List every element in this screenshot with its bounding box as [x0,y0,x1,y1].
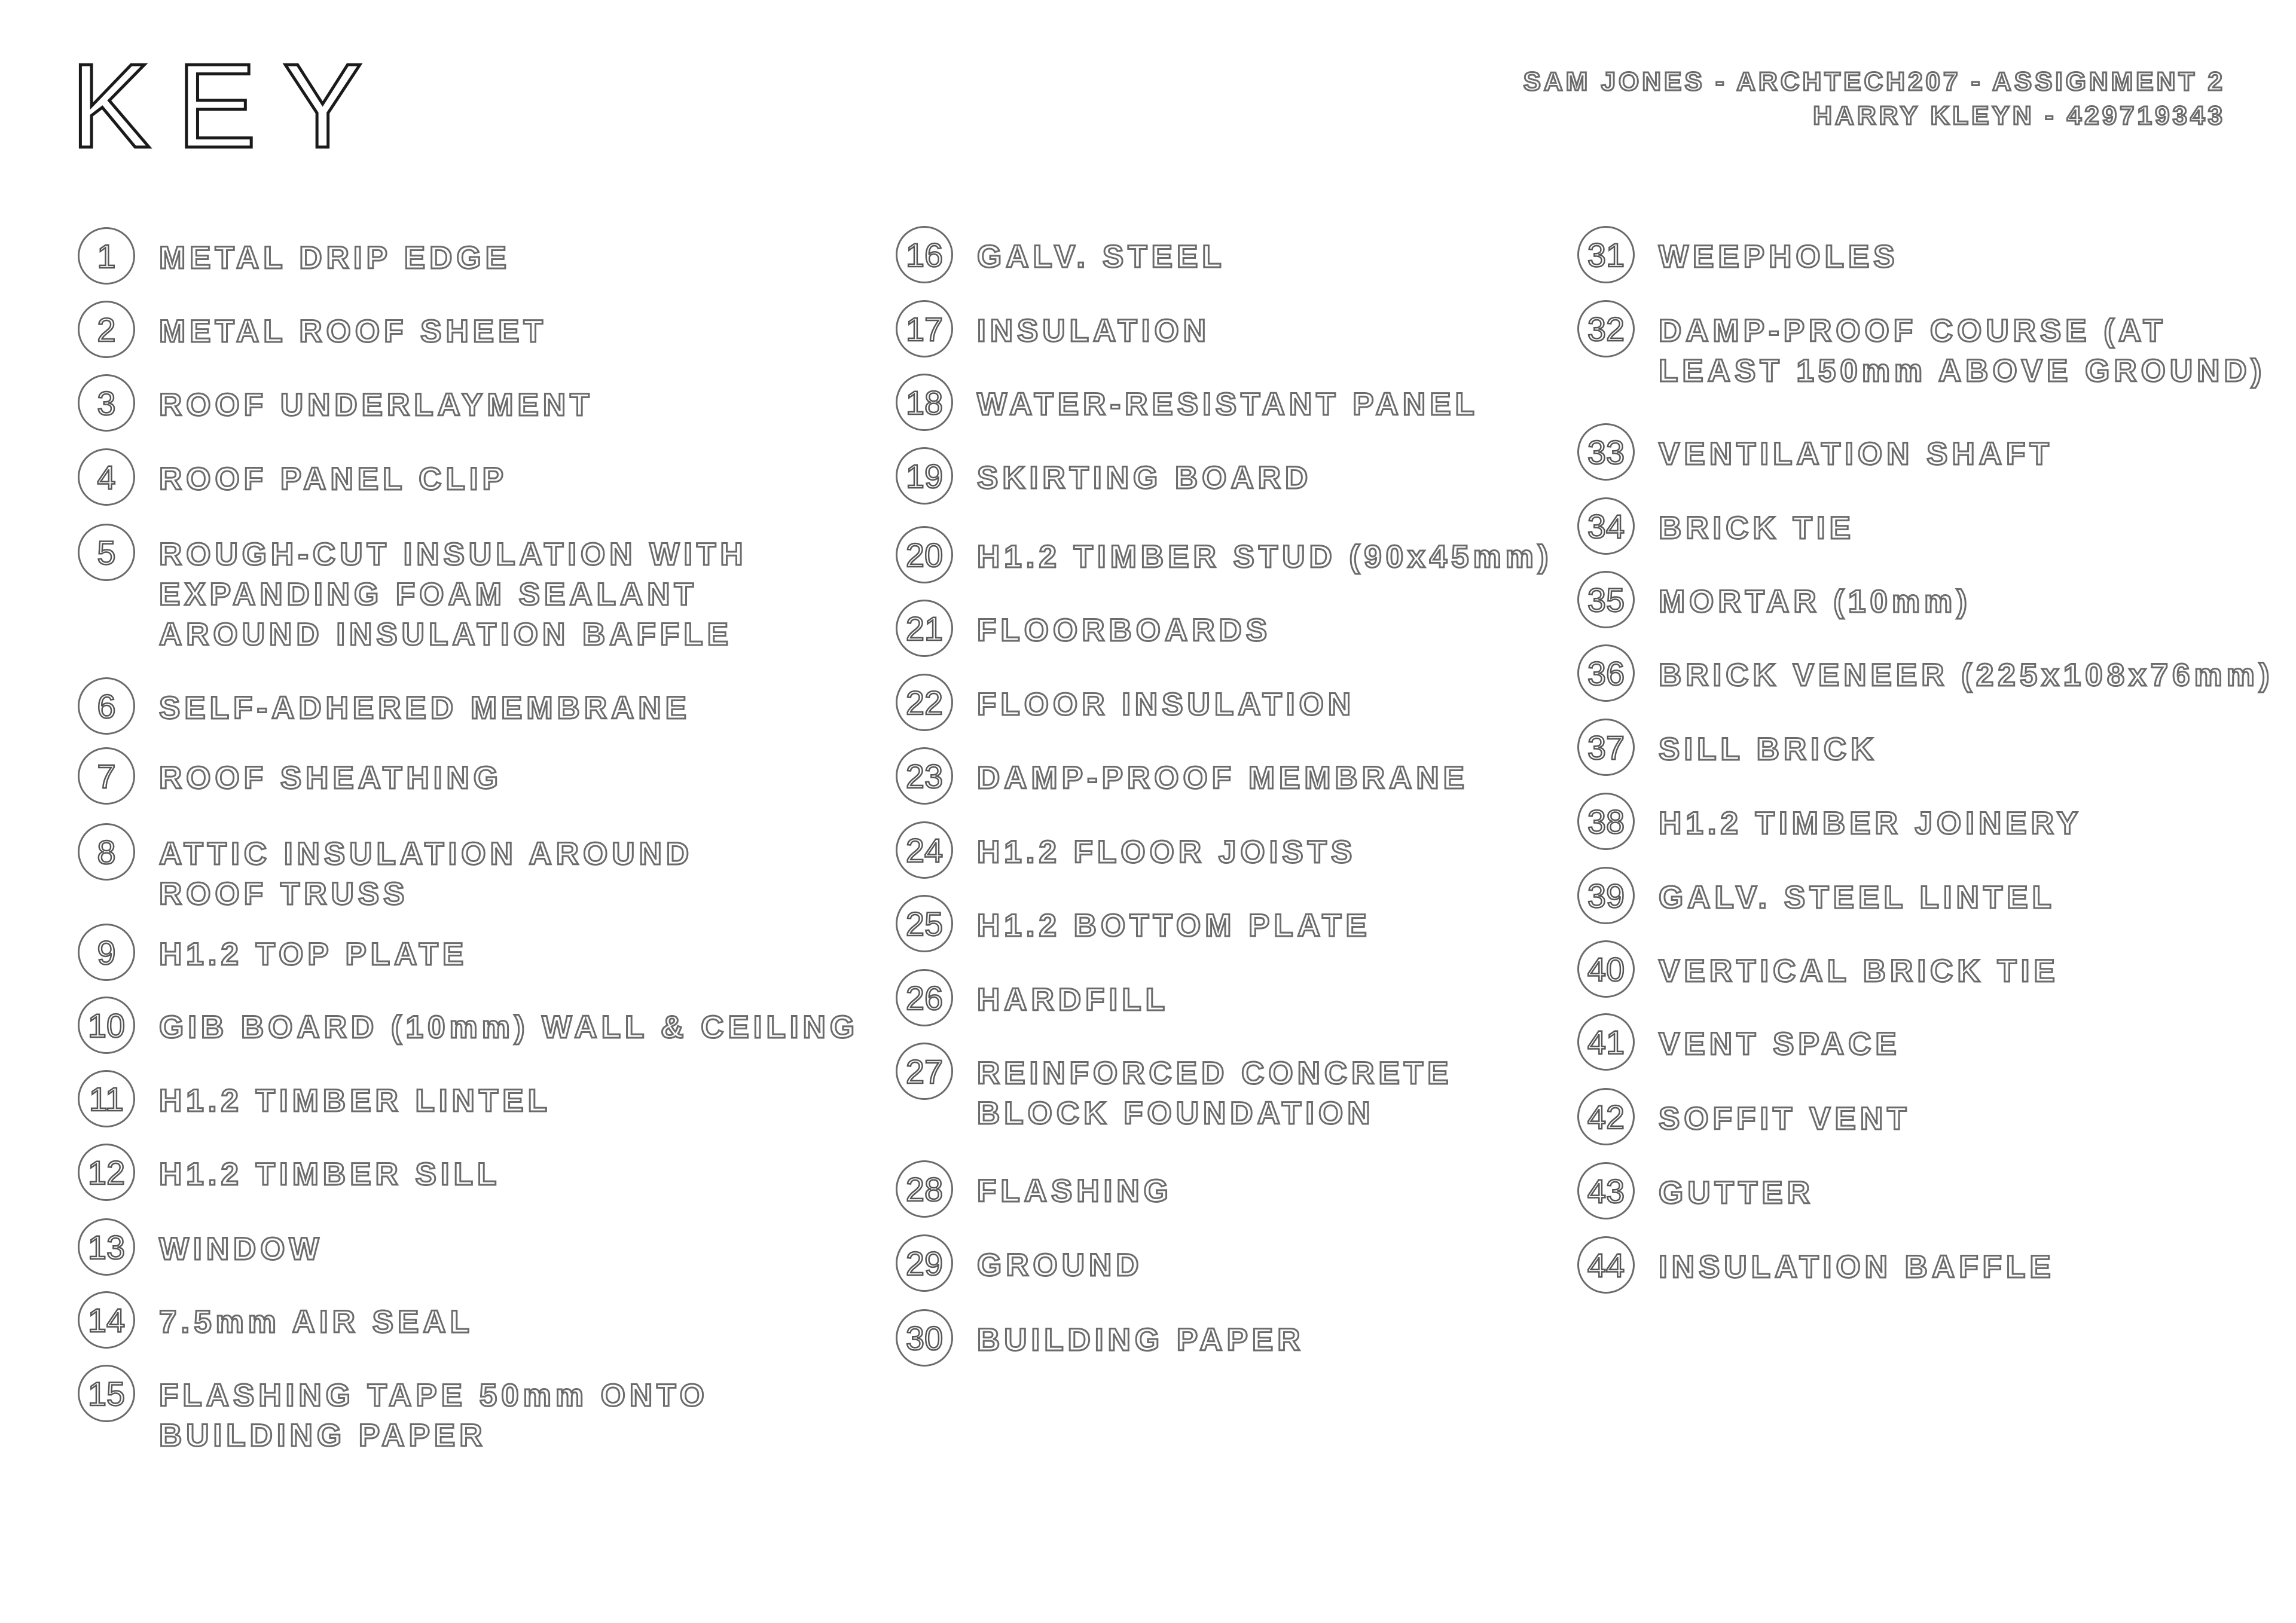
key-label [977,384,1479,424]
key-label-line: BRICK VENEER (225x108x76mm) [1659,658,2274,693]
key-label [159,534,747,655]
key-number-badge: 1 [78,227,135,285]
key-label [977,832,1356,872]
key-label-line: REINFORCED CONCRETE [977,1056,1453,1091]
key-label-line: VERTICAL BRICK TIE [1659,953,2059,989]
key-label-line: ROOF TRUSS [159,876,409,912]
key-label-line: VENTILATION SHAFT [1659,436,2053,472]
key-label [159,934,468,974]
key-label [159,311,547,352]
key-label [977,684,1355,725]
key-number-badge: 22 [896,674,953,731]
key-label [1659,803,2082,843]
key-label [159,1007,859,1047]
key-number-badge: 35 [1577,571,1635,628]
key-label-line: H1.2 TOP PLATE [159,937,468,972]
key-label-line: H1.2 TIMBER SILL [159,1157,501,1192]
key-label-line: WEEPHOLES [1659,239,1899,274]
key-number-badge: 6 [78,677,135,735]
key-number-badge: 16 [896,226,953,283]
key-label [977,537,1552,577]
key-label [1659,1024,1901,1064]
key-label-line: GUTTER [1659,1175,1814,1211]
key-label-line: H1.2 FLOOR JOISTS [977,835,1357,870]
key-number-badge: 29 [896,1234,953,1292]
key-number-badge: 27 [896,1043,953,1100]
key-label [1659,508,1855,548]
key-label [977,1245,1143,1285]
key-label-line: GALV. STEEL [977,239,1226,274]
key-number-badge: 39 [1577,867,1635,924]
key-label-line: EXPANDING FOAM SEALANT [159,577,698,612]
key-label-line: BRICK TIE [1659,511,1855,546]
key-number-badge: 5 [78,524,135,581]
key-number-badge: 7 [78,747,135,805]
key-number-badge: 34 [1577,497,1635,555]
key-label-line: WATER-RESISTANT PANEL [977,387,1479,422]
key-label-line: ROOF PANEL CLIP [159,461,508,497]
header-line-2: HARRY KLEYN - 429719343 [1813,101,2225,130]
key-number-badge: 11 [78,1070,135,1127]
key-number-badge: 8 [78,823,135,881]
key-number-badge: 2 [78,301,135,358]
key-label-line: ATTIC INSULATION AROUND [159,836,694,872]
key-label [1659,655,2274,695]
key-label-line: FLASHING TAPE 50mm ONTO [159,1378,709,1413]
key-number-badge: 17 [896,300,953,357]
key-label [977,906,1371,946]
key-label-line: DAMP-PROOF COURSE (AT [1659,313,2167,349]
key-number-badge: 43 [1577,1162,1635,1219]
key-label [977,980,1169,1020]
key-number-badge: 24 [896,821,953,879]
key-number-badge: 20 [896,526,953,583]
key-number-badge: 38 [1577,793,1635,850]
key-label-line: ROOF UNDERLAYMENT [159,387,594,423]
key-label [1659,1099,1911,1139]
key-label [977,1320,1305,1360]
key-label-line: FLOOR INSULATION [977,687,1355,722]
key-label-line: LEAST 150mm ABOVE GROUND) [1659,353,2266,389]
key-label [977,758,1468,798]
key-label [1659,434,2053,474]
key-label [159,688,691,728]
key-label-line: SOFFIT VENT [1659,1101,1911,1136]
key-number-badge: 31 [1577,226,1635,283]
key-number-badge: 25 [896,895,953,952]
key-number-badge: 10 [78,997,135,1054]
key-number-badge: 19 [896,447,953,505]
key-number-badge: 23 [896,747,953,805]
key-number-badge: 3 [78,374,135,432]
key-label-line: HARDFILL [977,982,1169,1017]
key-label [159,1154,500,1194]
key-label-line: VENT SPACE [1659,1026,1901,1062]
key-label-line: H1.2 BOTTOM PLATE [977,908,1371,943]
key-label-line: DAMP-PROOF MEMBRANE [977,760,1468,796]
key-label [1659,951,2059,991]
key-label-line: BLOCK FOUNDATION [977,1096,1375,1131]
key-label-line: INSULATION BAFFLE [1659,1249,2055,1285]
key-number-badge: 18 [896,374,953,431]
key-label-line: H1.2 TIMBER STUD (90x45mm) [977,539,1553,574]
key-label-line: INSULATION [977,313,1210,349]
key-label-line: 7.5mm AIR SEAL [159,1304,474,1340]
key-label [1659,582,1971,622]
key-number-badge: 13 [78,1218,135,1276]
key-label-line: MORTAR (10mm) [1659,584,1971,619]
key-label [977,1053,1453,1133]
key-number-badge: 42 [1577,1088,1635,1145]
key-label-line: BUILDING PAPER [977,1322,1305,1358]
key-number-badge: 32 [1577,300,1635,357]
key-number-badge: 15 [78,1365,135,1422]
key-label [159,238,511,278]
key-label-line: FLASHING [977,1173,1173,1209]
key-label-line: H1.2 TIMBER LINTEL [159,1083,552,1118]
key-label-line: AROUND INSULATION BAFFLE [159,617,733,652]
key-label [159,1376,709,1456]
key-label [977,311,1210,351]
key-label [1659,1247,2055,1287]
key-label-line: BUILDING PAPER [159,1418,487,1453]
key-label-line: SKIRTING BOARD [977,460,1312,496]
key-label [977,1171,1173,1211]
key-label-line: GALV. STEEL LINTEL [1659,880,2056,915]
key-number-badge: 36 [1577,644,1635,702]
key-number-badge: 30 [896,1309,953,1367]
key-label [977,610,1271,650]
key-label [159,834,693,914]
key-label-line: GIB BOARD (10mm) WALL & CEILING [159,1010,859,1045]
key-number-badge: 33 [1577,423,1635,481]
key-label [159,459,508,499]
key-label [1659,1173,1814,1213]
header-line-1: SAM JONES - ARCHTECH207 - ASSIGNMENT 2 [1523,67,2225,96]
key-number-badge: 44 [1577,1236,1635,1294]
key-label-line: SELF-ADHERED MEMBRANE [159,690,691,726]
key-label-line: GROUND [977,1248,1143,1283]
key-number-badge: 37 [1577,719,1635,776]
key-label-line: SILL BRICK [1659,732,1878,767]
key-label-line: METAL ROOF SHEET [159,314,547,349]
key-number-badge: 9 [78,924,135,981]
key-number-badge: 21 [896,600,953,657]
key-number-badge: 14 [78,1291,135,1349]
key-number-badge: 4 [78,448,135,506]
key-label [977,237,1226,277]
key-label [977,458,1312,498]
key-number-badge: 26 [896,969,953,1026]
key-label-line: ROOF SHEATHING [159,760,503,796]
key-label-line: WINDOW [159,1231,323,1267]
key-number-badge: 28 [896,1160,953,1218]
key-number-badge: 41 [1577,1013,1635,1071]
key-label [159,758,502,798]
key-label [1659,237,1899,277]
key-label [1659,311,2266,391]
key-label [1659,729,1877,769]
key-label-line: H1.2 TIMBER JOINERY [1659,806,2083,841]
key-number-badge: 40 [1577,940,1635,998]
key-number-badge: 12 [78,1144,135,1201]
key-label [159,1229,323,1269]
key-label-line: FLOORBOARDS [977,613,1272,648]
key-label [159,1081,551,1121]
page-title: KEY [71,39,389,173]
key-label [159,1302,474,1342]
key-label-line: METAL DRIP EDGE [159,240,511,276]
key-label [159,385,594,425]
header-info [1523,65,2225,133]
key-label-line: ROUGH-CUT INSULATION WITH [159,537,747,572]
key-label [1659,878,2056,918]
